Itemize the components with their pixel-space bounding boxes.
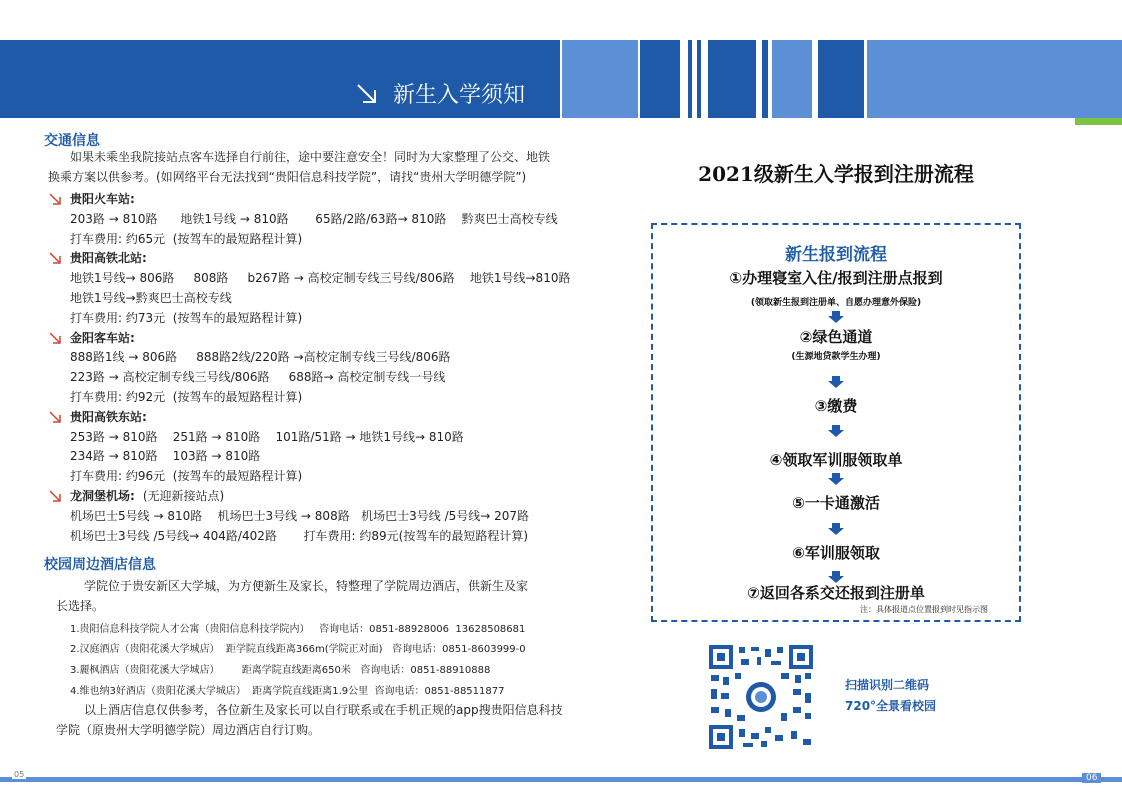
station-note: (无迎新接站点) — [142, 489, 225, 503]
route-line: 机场巴士5号线 → 810路 机场巴士3号线 → 808路 机场巴士3号线 /5号线→ 207路 — [70, 509, 530, 523]
traffic-intro-line1: 如果未乘坐我院接站点客车选择自行前往，途中要注意安全！同时为大家整理了公交、地铁 — [70, 150, 551, 164]
hotel-item: 1.贵阳信息科技学院人才公寓（贵阳信息科技学院内） 咨询电话：0851-88928006 13628508681 — [70, 624, 526, 635]
hotels-closing-line1: 以上酒店信息仅供参考，各位新生及家长可以自行联系或在手机正规的app搜贵阳信息科技 — [84, 703, 563, 717]
header-light-block — [867, 40, 1122, 118]
route-line: 223路 → 高校定制专线三号线/806路 688路→ 高校定制专线一号线 — [70, 370, 446, 384]
flow-step: ①办理寝室入住/报到注册点报到 — [729, 269, 943, 287]
route-line: 打车费用: 约73元 (按驾车的最短路程计算) — [70, 311, 303, 325]
hotels-title: 校园周边酒店信息 — [44, 557, 156, 573]
flow-step: ④领取军训服领取单 — [769, 451, 903, 469]
page-number-left: 05 — [14, 770, 25, 779]
arrow-down-icon — [828, 311, 844, 323]
route-line: 253路 → 810路 251路 → 810路 101路/51路 → 地铁1号线→ 810路 — [70, 430, 464, 444]
route-line: 打车费用: 约65元 (按驾车的最短路程计算) — [70, 232, 303, 246]
flow-step: ⑥军训服领取 — [792, 544, 880, 562]
qr-code-icon[interactable] — [707, 643, 815, 751]
arrow-down-icon — [828, 425, 844, 437]
hotel-item: 3.麗枫酒店（贵阳花溪大学城店） 距离学院直线距离650米 咨询电话：0851-88910888 — [70, 665, 491, 676]
footer-bar — [0, 777, 1122, 782]
station-name: 贵阳高铁北站: — [70, 251, 147, 265]
flow-step-note: (领取新生报到注册单、自愿办理意外保险) — [750, 298, 922, 308]
arrow-down-icon — [828, 376, 844, 388]
station-name: 龙洞堡机场: — [70, 489, 135, 503]
station-name: 贵阳高铁东站: — [70, 410, 147, 424]
route-line: 机场巴士3号线 /5号线→ 404路/402路 打车费用: 约89元(按驾车的最短路程计算) — [70, 529, 529, 543]
route-line: 888路1线 → 806路 888路2线/220路 →高校定制专线三号线/806路 — [70, 350, 451, 364]
hotel-item: 4.维也纳3好酒店（贵阳花溪大学城店） 距离学院直线距离1.9公里 咨询电话：0851-88511877 — [70, 686, 505, 697]
station-header — [48, 487, 224, 504]
route-line: 地铁1号线→黔爽巴士高校专线 — [70, 291, 232, 305]
station-header — [48, 249, 147, 266]
qr-caption-line1: 扫描识别二维码 — [845, 678, 930, 692]
station-name: 贵阳火车站: — [70, 192, 135, 206]
flow-box-title: 新生报到流程 — [785, 245, 887, 265]
flow-heading: 2021级新生入学报到注册流程 — [698, 162, 974, 186]
page-header — [355, 78, 525, 109]
station-header — [48, 190, 135, 207]
traffic-title: 交通信息 — [44, 133, 100, 149]
flow-step-note: (生源地贷款学生办理) — [791, 352, 881, 362]
flow-step: ⑤一卡通激活 — [792, 494, 880, 512]
route-line: 打车费用: 约92元 (按驾车的最短路程计算) — [70, 390, 303, 404]
route-line: 234路 → 810路 103路 → 810路 — [70, 449, 261, 463]
arrow-down-right-icon — [48, 251, 62, 265]
hotels-closing-line2: 学院（原贵州大学明德学院）周边酒店自行订购。 — [56, 723, 321, 737]
arrow-down-icon — [828, 473, 844, 485]
flow-note: 注：具体报道点位置报到时见指示图 — [860, 605, 988, 614]
route-line: 地铁1号线→ 806路 808路 b267路 → 高校定制专线三号线/806路 地铁1号线→810路 — [70, 271, 571, 285]
station-header — [48, 408, 147, 425]
hotels-intro-line2: 长选择。 — [56, 599, 105, 613]
arrow-down-right-icon — [48, 192, 62, 206]
route-line: 203路 → 810路 地铁1号线 → 810路 65路/2路/63路→ 810路 黔爽巴士高校专线 — [70, 212, 558, 226]
flow-step: ⑦返回各系交还报到注册单 — [747, 584, 925, 602]
page-number-right: 06 — [1082, 773, 1101, 783]
station-header — [48, 329, 135, 346]
arrow-down-right-icon — [355, 82, 379, 106]
arrow-down-right-icon — [48, 489, 62, 503]
station-name: 金阳客车站: — [70, 331, 135, 345]
arrow-down-right-icon — [48, 331, 62, 345]
header-title: 新生入学须知 — [393, 83, 526, 108]
arrow-down-icon — [828, 523, 844, 535]
hotel-item: 2.汉庭酒店（贵阳花溪大学城店） 距学院直线距离366m(学院正对面) 咨询电话：0851-8603999-0 — [70, 644, 526, 655]
flow-step: ③缴费 — [814, 397, 858, 415]
route-line: 打车费用: 约96元 (按驾车的最短路程计算) — [70, 469, 303, 483]
header-green-accent — [1075, 118, 1122, 125]
flow-step: ②绿色通道 — [799, 328, 873, 346]
arrow-down-right-icon — [48, 410, 62, 424]
qr-caption-line2: 720°全景看校园 — [845, 699, 937, 713]
hotels-intro-line1: 学院位于贵安新区大学城，为方便新生及家长，特整理了学院周边酒店，供新生及家 — [84, 579, 529, 593]
traffic-intro-line2: 换乘方案以供参考。(如网络平台无法找到“贵阳信息科技学院”，请找“贵州大学明德学院”) — [48, 170, 527, 184]
